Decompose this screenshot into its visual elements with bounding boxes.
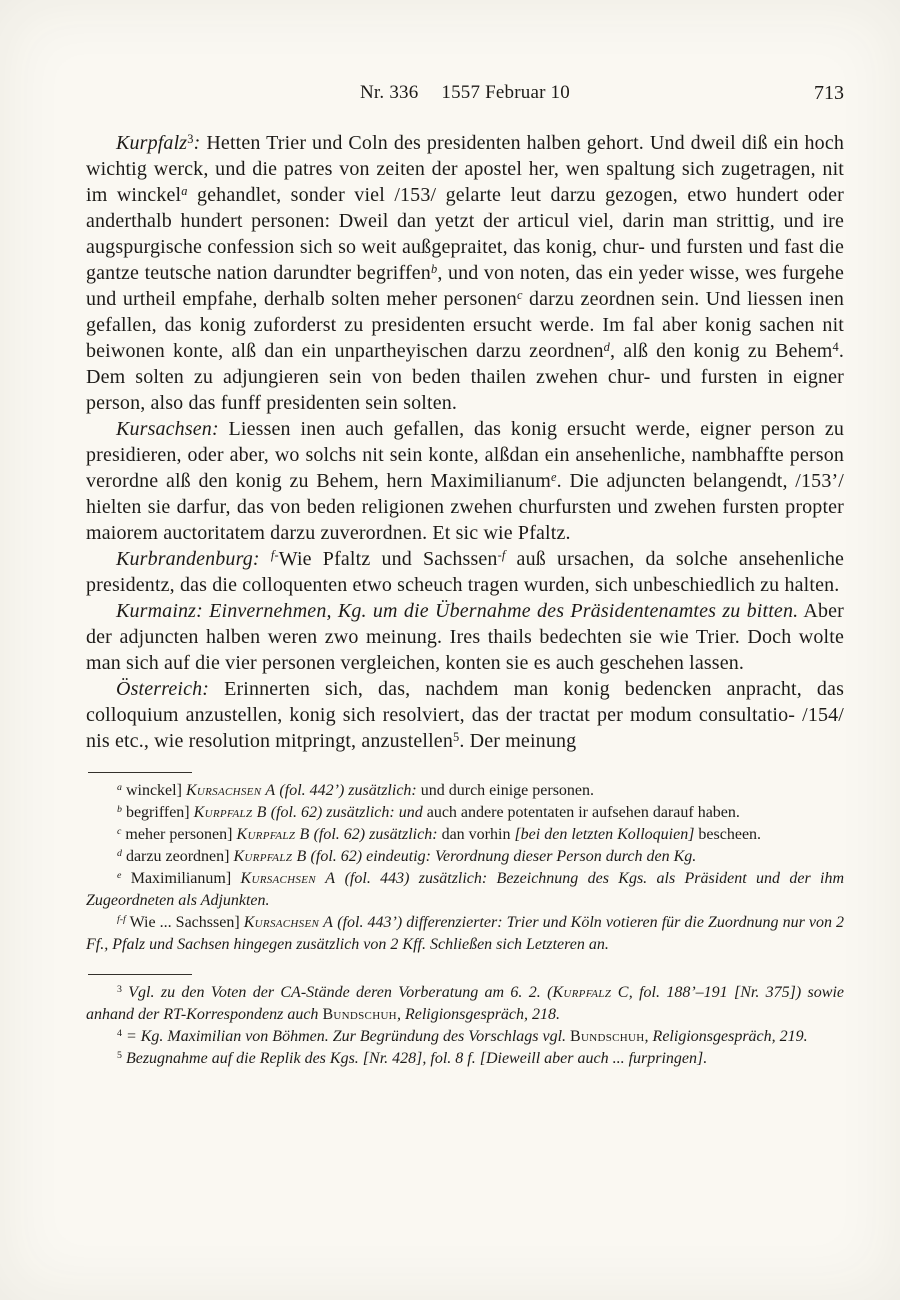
text-segment: a bbox=[117, 782, 122, 794]
text-segment: Kurpfalz C bbox=[552, 984, 629, 1001]
apparatus-note bbox=[86, 802, 844, 824]
text-segment: , und von noten, das ein yeder wisse, wes furgehe und urtheil empfahe, derhalb solten meher personen bbox=[86, 262, 844, 310]
text-segment: c bbox=[516, 288, 523, 303]
text-segment: d bbox=[117, 848, 122, 860]
text-segment: Aber der adjuncten halben weren zwo meinung. Ires thails bedechten sie wie Trier. Doch wolte man sich auf die vier personen vergleichen, konten sie es auch geschehen lassen. bbox=[86, 600, 844, 674]
page-number: 713 bbox=[814, 82, 844, 104]
text-segment: und durch einige personen. bbox=[416, 782, 595, 799]
text-segment: (fol. 442’) zusätzlich: bbox=[275, 782, 417, 799]
text-segment: ]. bbox=[697, 1050, 708, 1067]
apparatus-note bbox=[86, 824, 844, 846]
text-segment: darzu zeordnen sein. Und liessen inen gefallen, das konig zuforderst zu presidenten ersucht werde. Im fal aber konig sachen nit beiwonen konte, alß dan ein unpartheyischen darzu zeordnen bbox=[86, 288, 844, 362]
text-segment: d bbox=[603, 340, 611, 355]
text-segment: , Religionsgespräch, 218. bbox=[396, 1006, 561, 1023]
text-segment: e bbox=[551, 470, 557, 485]
text-segment: Erinnerten sich, das, nachdem man konig bedencken anpracht, das colloquium anzustellen, konig sich resolviert, das der tractat per modum consultatio- /154/ nis etc., wie resolution mitpringt, anzustellen bbox=[86, 678, 844, 752]
text-segment: [bei den letzten Kolloquien] bbox=[514, 826, 695, 843]
text-segment: auch andere potentaten ir aufsehen darauf haben. bbox=[422, 804, 740, 821]
text-segment: 4 bbox=[832, 340, 839, 355]
text-segment: , Religionsgespräch, 219. bbox=[644, 1028, 808, 1045]
paragraph bbox=[86, 546, 844, 598]
text-segment: Bundschuh bbox=[322, 1006, 397, 1023]
page-header bbox=[86, 82, 844, 108]
footnote bbox=[86, 1048, 844, 1070]
text-segment: . Dem solten zu adjungieren sein von beden thailen zwehen chur- und fursten in eigner person, also das funff presidenten sein solten. bbox=[86, 340, 844, 414]
text-segment: : bbox=[193, 132, 201, 154]
text-segment: (fol. 443’) differenzierter: Trier und Köln votieren für die Zuordnung nur von 2 Ff., Pfalz und Sachsen hingegen zusätzlich von 2 Kff. Schließen sich Letzteren an. bbox=[86, 914, 845, 953]
text-segment: begriffen] bbox=[121, 804, 194, 821]
text-segment: Dieweill aber auch ... furpringen bbox=[485, 1050, 698, 1067]
footnote-divider-rule bbox=[88, 974, 192, 975]
paragraph bbox=[86, 676, 844, 754]
text-segment: . Die adjuncten belangendt, /153’/ hielten sie darfur, das von beden religionen zwehen churfursten und zwehen fursten propter maiorem auctoritatem darzu zuverordnen. Et sic wie Pfaltz. bbox=[86, 470, 844, 544]
text-segment: 4 bbox=[117, 1028, 122, 1040]
text-segment: b bbox=[117, 804, 122, 816]
apparatus-note bbox=[86, 912, 844, 956]
text-segment: Kursachsen: bbox=[116, 418, 219, 440]
paragraph bbox=[86, 598, 844, 676]
text-segment: , alß den konig zu Behem bbox=[610, 340, 833, 362]
text-segment: e bbox=[117, 870, 122, 882]
apparatus-note bbox=[86, 780, 844, 802]
text-segment: Kurbrandenburg: bbox=[116, 548, 260, 570]
text-segment: Kursachsen A bbox=[185, 782, 276, 799]
text-segment: winckel] bbox=[121, 782, 186, 799]
apparatus-divider-rule bbox=[88, 772, 192, 773]
text-segment: Liessen inen auch gefallen, das konig ersucht werde, eigner person zu presidieren, oder aber, wo solchs nit sein konte, alßdan ein ansehenliche, nambhaffte person verordne alß den konig zu Behem, hern Maximilianum bbox=[86, 418, 844, 492]
text-segment: f- bbox=[270, 548, 279, 563]
text-segment: (fol. 443) zusätzlich: Bezeichnung des Kgs. als Präsident und der ihm Zugeordneten als Adjunkten. bbox=[86, 870, 844, 909]
text-segment: Bundschuh bbox=[570, 1028, 645, 1045]
header-caption bbox=[86, 82, 844, 104]
text-segment: . Der meinung bbox=[459, 730, 577, 752]
text-segment: bescheen. bbox=[694, 826, 762, 843]
text-segment: Vgl. zu den Voten der CA-Stände deren Vorberatung am 6. 2. ( bbox=[121, 984, 553, 1001]
text-segment: auß ursachen, da solche ansehenliche presidentz, das die colloquenten etwo scheuch tragen wurden, sich unbeschiedlich zu halten. bbox=[86, 548, 844, 596]
text-segment: Wie Pfaltz und Sachssen bbox=[278, 548, 498, 570]
text-segment: Hetten Trier und Coln des presidenten halben gehort. Und dweil diß ein hoch wichtig werck, und die patres von zeiten der apostel her, wen spaltung sich zugetragen, nit im winckel bbox=[86, 132, 844, 206]
text-segment: (fol. 62) zusätzlich: und bbox=[266, 804, 423, 821]
text-segment: Kursachsen A bbox=[243, 914, 334, 931]
paragraph bbox=[86, 130, 844, 416]
footnote bbox=[86, 1026, 844, 1048]
text-segment: -f bbox=[497, 548, 506, 563]
text-segment: f-f bbox=[117, 914, 126, 926]
body-text bbox=[86, 130, 844, 754]
paragraph bbox=[86, 416, 844, 546]
text-segment: 3 bbox=[117, 984, 122, 996]
apparatus-note bbox=[86, 868, 844, 912]
text-segment: gehandlet, sonder viel /153/ gelarte leut darzu gezogen, etwo hundert oder anderthalb hundert personen: Dweil dan yetzt der articul viel, darin man strittig, und ire augspurgische confession sich so weit außgepraitet, das konig, chur- und fursten und fast die gantze teutsche nation darundter begriffen bbox=[86, 184, 844, 284]
text-segment: a bbox=[181, 184, 188, 199]
text-segment: 5 bbox=[452, 730, 460, 745]
document-number: Nr. 336 bbox=[360, 82, 419, 103]
text-segment: Kurpfalz B bbox=[236, 826, 310, 843]
text-segment: b bbox=[430, 262, 438, 277]
apparatus-notes bbox=[86, 780, 844, 956]
text-segment: Wie ... Sachssen] bbox=[125, 914, 244, 931]
text-segment: Kurmainz: Einvernehmen, Kg. um die Übernahme des Präsidentenamtes zu bitten. bbox=[116, 600, 799, 622]
footnotes bbox=[86, 982, 844, 1070]
text-segment: 5 bbox=[117, 1050, 122, 1062]
text-segment: Bezugnahme auf die Replik des Kgs. [Nr. 428], fol. 8 f. [ bbox=[121, 1050, 486, 1067]
text-segment: Österreich: bbox=[116, 678, 210, 700]
text-segment: (fol. 62) zusätzlich: bbox=[309, 826, 438, 843]
text-segment: Kursachsen A bbox=[240, 870, 336, 887]
footnote bbox=[86, 982, 844, 1026]
text-segment: darzu zeordnen] bbox=[121, 848, 234, 865]
apparatus-note bbox=[86, 846, 844, 868]
text-segment: (fol. 62) eindeutig: Verordnung dieser Person durch den Kg. bbox=[306, 848, 697, 865]
text-segment: , fol. 188’–191 [Nr. 375]) sowie anhand der RT-Korrespondenz auch bbox=[86, 984, 845, 1023]
text-segment: c bbox=[117, 826, 122, 838]
text-segment: = Kg. Maximilian von Böhmen. Zur Begründung des Vorschlags vgl. bbox=[121, 1028, 571, 1045]
text-segment: Kurpfalz B bbox=[193, 804, 267, 821]
text-segment: 3 bbox=[187, 132, 194, 147]
text-segment: dan vorhin bbox=[437, 826, 515, 843]
text-segment bbox=[260, 548, 271, 570]
text-segment: meher personen] bbox=[121, 826, 237, 843]
text-segment: Kurpfalz bbox=[116, 132, 188, 154]
text-segment: Kurpfalz B bbox=[233, 848, 307, 865]
document-date: 1557 Februar 10 bbox=[441, 82, 570, 103]
text-segment: Maximilianum] bbox=[121, 870, 241, 887]
